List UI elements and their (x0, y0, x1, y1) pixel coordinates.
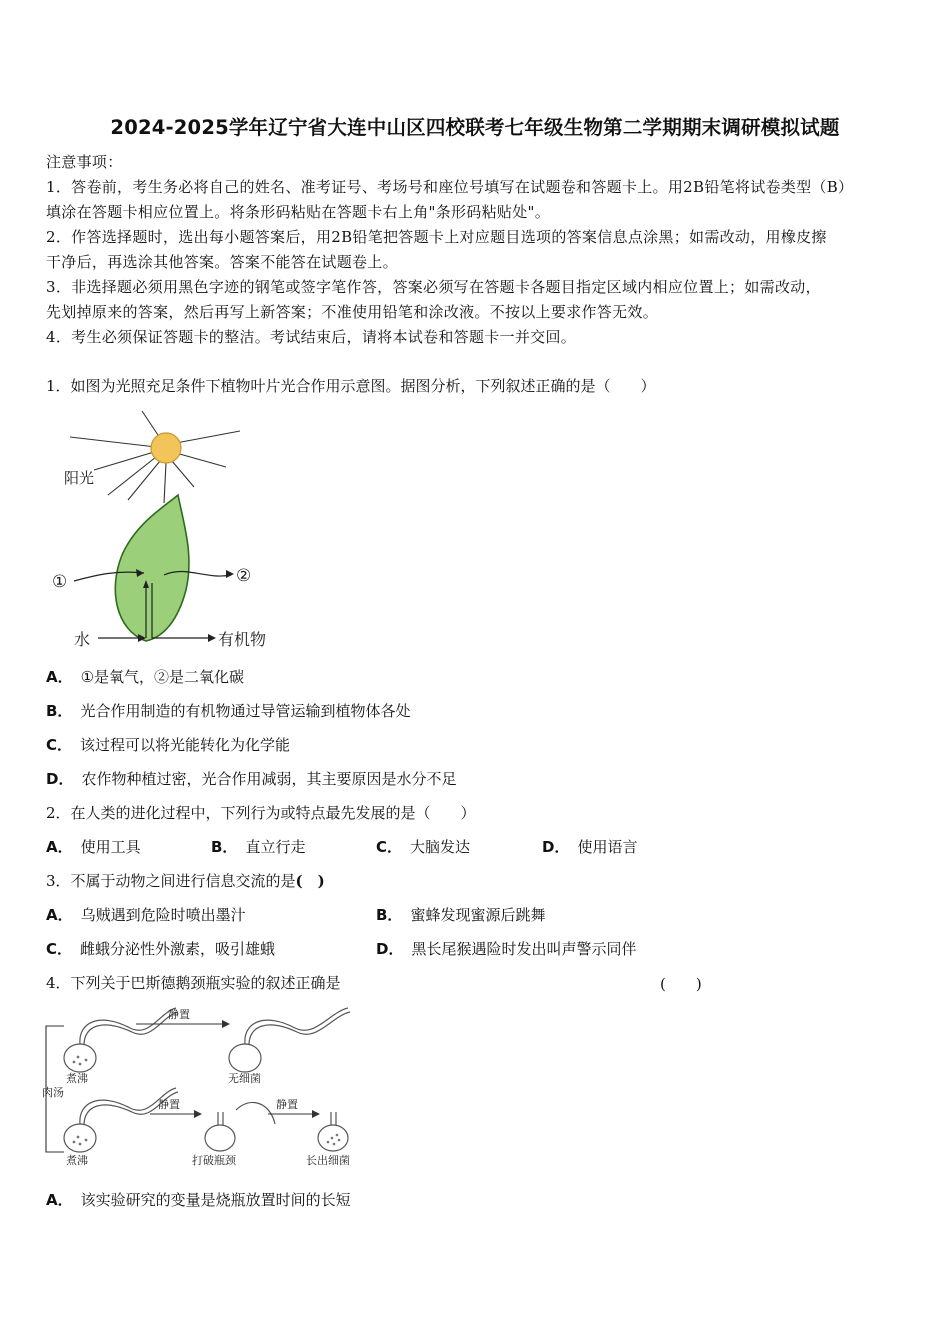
option-label: A． (46, 668, 73, 686)
option-label: A． (46, 838, 73, 856)
option-text: 黑长尾猴遇险时发出叫声警示同伴 (411, 940, 637, 958)
input-label: ① (52, 572, 68, 592)
option-label: C． (376, 838, 403, 856)
notice-line: 先划掉原来的答案，然后再写上新答案；不准使用铅笔和涂改液。不按以上要求作答无效。 (46, 303, 659, 321)
exam-title: 2024-2025学年辽宁省大连中山区四校联考七年级生物第二学期期末调研模拟试题 (110, 116, 840, 139)
q3-option-b[interactable] (376, 905, 545, 925)
boil-label: 煮沸 (66, 1072, 88, 1085)
q3-option-d[interactable] (376, 939, 636, 959)
question-4-stem: 4．下列关于巴斯德鹅颈瓶实验的叙述正确是 (46, 974, 341, 992)
q2-option-d[interactable] (542, 837, 637, 857)
option-text: 雌蛾分泌性外激素，吸引雄蛾 (80, 940, 276, 958)
option-text: 农作物种植过密，光合作用减弱，其主要原因是水分不足 (81, 770, 457, 788)
q4-option-a[interactable] (46, 1190, 351, 1210)
boil-label: 煮沸 (66, 1154, 88, 1167)
option-label: A． (46, 1191, 73, 1209)
q2-option-c[interactable] (376, 837, 470, 857)
notice-line: 3．非选择题必须用黑色字迹的钢笔或签字笔作答，答案必须写在答题卡各题目指定区域内相应位置上；如需改动， (46, 278, 821, 296)
grow-bacteria-label: 长出细菌 (306, 1154, 350, 1167)
organic-label: 有机物 (218, 630, 267, 649)
question-1-stem: 1．如图为光照充足条件下植物叶片光合作用示意图。据图分析，下列叙述正确的是（ ） (46, 377, 656, 395)
option-text: 该过程可以将光能转化为化学能 (80, 736, 291, 754)
option-label: D． (542, 838, 570, 856)
q3-option-a[interactable] (46, 905, 246, 925)
photosynthesis-figure (46, 405, 286, 657)
break-neck-label: 打破瓶颈 (192, 1154, 236, 1167)
option-label: B． (211, 838, 238, 856)
option-label: C． (46, 940, 73, 958)
swan-neck-flask-figure (40, 1002, 360, 1172)
sun-label: 阳光 (64, 469, 95, 487)
option-text: 直立行走 (245, 838, 306, 856)
broth-label: 肉汤 (42, 1086, 64, 1099)
notice-line: 干净后，再选涂其他答案。答案不能答在试题卷上。 (46, 253, 398, 271)
q3-option-c[interactable] (46, 939, 275, 959)
option-text: ①是氧气，②是二氧化碳 (80, 668, 245, 686)
notice-line: 2．作答选择题时，选出每小题答案后，用2B铅笔把答题卡上对应题目选项的答案信息点涂黑；如需改动，用橡皮擦 (46, 228, 827, 246)
q1-option-d[interactable] (46, 769, 456, 789)
answer-paren: ( ) (660, 975, 702, 993)
q2-option-a[interactable] (46, 837, 141, 857)
option-label: C． (46, 736, 73, 754)
notice-heading: 注意事项： (46, 153, 123, 171)
option-label: D． (376, 940, 404, 958)
q1-option-a[interactable] (46, 667, 244, 687)
notice-line: 填涂在答题卡相应位置上。将条形码粘贴在答题卡右上角"条形码粘贴处"。 (46, 203, 551, 221)
option-label: B． (376, 906, 403, 924)
output-label: ② (236, 566, 252, 586)
stand-label: 静置 (168, 1008, 190, 1021)
option-label: B． (46, 702, 73, 720)
option-text: 使用工具 (80, 838, 141, 856)
question-2-stem: 2．在人类的进化过程中，下列行为或特点最先发展的是（ ） (46, 804, 476, 822)
q2-option-b[interactable] (211, 837, 305, 857)
notice-line: 4．考生必须保证答题卡的整洁。考试结束后，请将本试卷和答题卡一并交回。 (46, 328, 577, 346)
stem-text: 3．不属于动物之间进行信息交流的是 (46, 872, 296, 890)
stand-label: 静置 (276, 1098, 298, 1111)
notice-line: 1．答卷前，考生务必将自己的姓名、准考证号、考场号和座位号填写在试题卷和答题卡上。用2B铅笔将试卷类型（B） (46, 178, 854, 196)
option-text: 使用语言 (577, 838, 638, 856)
question-3-stem (46, 871, 325, 891)
option-label: D． (46, 770, 74, 788)
answer-paren: ( ) (295, 872, 325, 890)
water-label: 水 (74, 630, 91, 649)
option-text: 蜜蜂发现蜜源后跳舞 (410, 906, 546, 924)
stand-label: 静置 (158, 1098, 180, 1111)
option-text: 乌贼遇到危险时喷出墨汁 (80, 906, 246, 924)
option-label: A． (46, 906, 73, 924)
no-bacteria-label: 无细菌 (228, 1072, 261, 1085)
sun-icon (151, 433, 181, 463)
option-text: 光合作用制造的有机物通过导管运输到植物体各处 (80, 702, 411, 720)
q1-option-b[interactable] (46, 701, 410, 721)
q1-option-c[interactable] (46, 735, 290, 755)
option-text: 该实验研究的变量是烧瓶放置时间的长短 (80, 1191, 351, 1209)
option-text: 大脑发达 (410, 838, 471, 856)
